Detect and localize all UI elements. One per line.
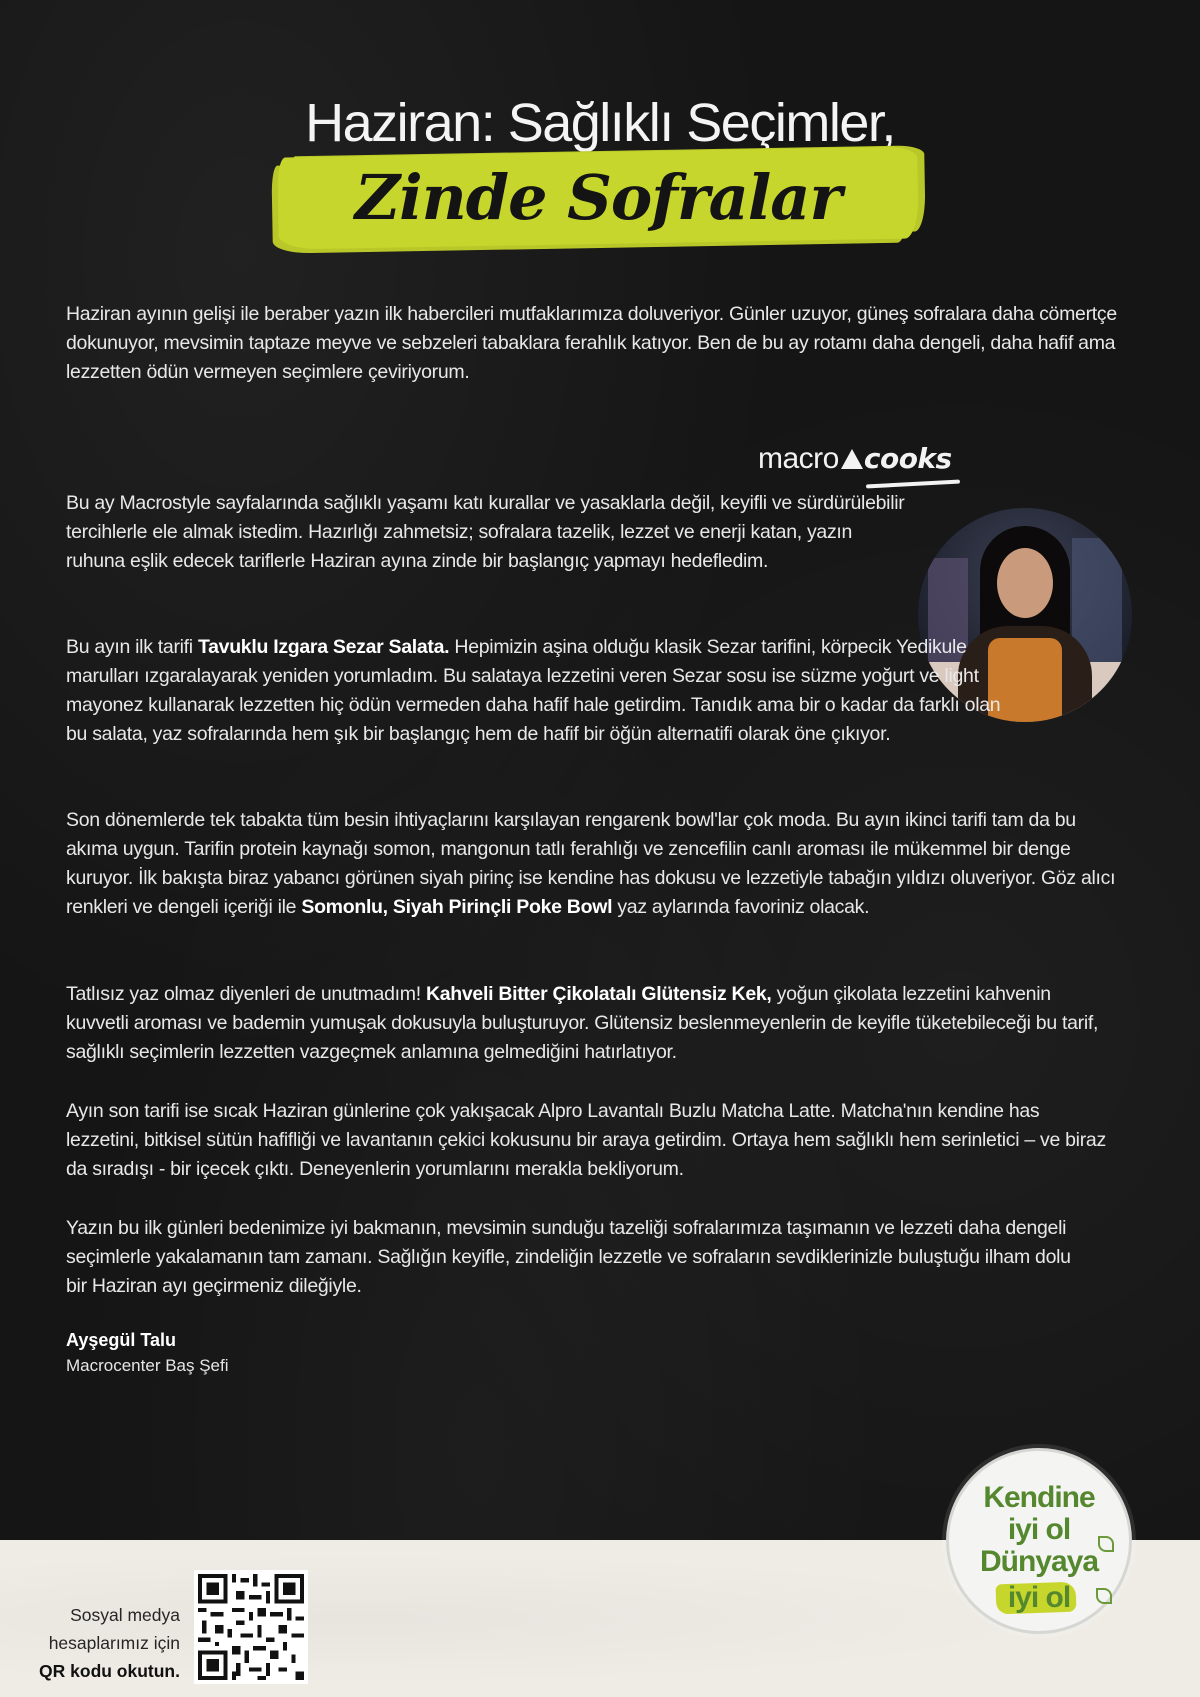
macrocooks-logo <box>758 442 952 476</box>
paragraph-2 <box>66 633 1026 749</box>
qr-code[interactable] <box>194 1570 308 1684</box>
paragraph-6: Yazın bu ilk günleri bedenimize iyi bakmanın, mevsimin sunduğu tazeliği sofralarımıza taşımanın ve lezzeti daha dengeli seçimlerle yakalamanın tam zamanı. Sağlığın keyifle, zindeliğin lezzetle ve sofraların sevdiklerinizle buluştuğu ilham dolu bir Haziran ayı geçirmeniz dileğiyle. <box>66 1217 1071 1297</box>
p2-text-post: Hepimizin aşina olduğu klasik Sezar tarifini, körpecik Yedikule marulları ızgaralayarak yeniden yorumladım. Bu salataya lezzetini veren Sezar sosu ise süzme yoğurt ve light mayonez kullanarak lezzetten hiç ödün vermeden daha hafif hale getirdim. Tanıdık ama bir o kadar da farklı olan bu salata, yaz sofralarında hem şık bir başlangıç hem de hafif bir öğün alternatifi olarak öne çıkıyor. <box>66 636 1001 745</box>
leaf-icon <box>1096 1588 1112 1604</box>
recipe-name-poke: Somonlu, Siyah Pirinçli Poke Bowl <box>301 896 613 918</box>
signature-name: Ayşegül Talu <box>66 1330 177 1350</box>
recipe-name-caesar: Tavuklu Izgara Sezar Salata. <box>197 636 450 658</box>
chef-hat-icon <box>841 449 863 469</box>
footer-line3: QR kodu okutun. <box>39 1661 180 1681</box>
footer-line1: Sosyal medya <box>70 1605 180 1625</box>
p3-text-pre: Son dönemlerde tek tabakta tüm besin ihtiyaçlarını karşılayan rengarenk bowl'lar çok moda. Bu ayın ikinci tarifi tam da bu akıma uygun. Tarifin protein kaynağı somon, mangonun tatlı ferahlığı ve zencefilin canlı aroması ile mükemmel bir denge kuruyor. İlk bakışta biraz yabancı görünen siyah pirinç ise kendine has dokusu ve lezzetiyle tabağın yıldızı oluveriyor. Göz alıcı renkleri ve dengeli içeriği ile <box>66 809 1116 918</box>
portrait-face <box>997 548 1053 618</box>
badge-line4: iyi ol <box>1007 1581 1071 1614</box>
p4-text-pre: Tatlısız yaz olmaz diyenleri de unutmadım! <box>66 983 426 1005</box>
badge-line3: Dünyaya <box>979 1545 1099 1578</box>
recipe-name-cake: Kahveli Bitter Çikolatalı Glütensiz Kek, <box>425 983 772 1005</box>
brand-macro: macro <box>758 442 839 475</box>
leaf-icon <box>1098 1536 1114 1552</box>
paragraph-3 <box>66 806 1126 922</box>
paragraph-5: Ayın son tarifi ise sıcak Haziran günlerine çok yakışacak Alpro Lavantalı Buzlu Matcha Latte. Matcha'nın kendine has lezzetini, bitkisel sütün hafifliği ve lavantanın çekici kokusunu bir araya getirdim. Ortaya hem sağlıklı hem serinletici – ve biraz da sıradışı - bir içecek çıktı. Deneyenlerin yorumlarını merakla bekliyorum. <box>66 1100 1106 1180</box>
badge-line1: Kendine <box>983 1481 1095 1514</box>
brand-underline <box>866 480 960 489</box>
brand-cooks: cooks <box>863 442 952 475</box>
paragraph-4 <box>66 980 1106 1067</box>
page-title-line2: Zinde Sofralar <box>354 161 842 234</box>
paragraph-1: Bu ay Macrostyle sayfalarında sağlıklı yaşamı katı kurallar ve yasaklarla değil, keyifli ve sürdürülebilir tercihlerle ele almak istedim. Hazırlığı zahmetsiz; sofralara tazelik, lezzet ve enerji katan, yazın ruhuna eşlik edecek tariflerle Haziran ayına zinde bir başlangıç yapmayı hedefledim. <box>66 492 905 572</box>
p3-text-post: yaz aylarında favoriniz olacak. <box>612 896 870 918</box>
footer-qr-instructions <box>20 1601 180 1685</box>
qr-code-icon <box>198 1574 304 1680</box>
page-title-line1: Haziran: Sağlıklı Seçimler, <box>305 93 895 153</box>
intro-paragraph: Haziran ayının gelişi ile beraber yazın ilk habercileri mutfaklarımıza doluveriyor. Günler uzuyor, güneş sofralara daha cömertçe dokunuyor, mevsimin taptaze meyve ve sebzeleri tabaklara ferahlık katıyor. Ben de bu ay rotamı daha dengeli, daha hafif ama lezzetten ödün vermeyen seçimlere çeviriyorum. <box>66 303 1117 383</box>
p2-text-pre: Bu ayın ilk tarifi <box>66 636 198 658</box>
p4-text-post: yoğun çikolata lezzetini kahvenin kuvvetli aroması ve bademin yumuşak dokusuyla buluşturuyor. Glütensiz beslenmeyenlerin de keyifle tüketebileceği bu tarif, sağlıklı seçimlerin lezzetten vazgeçmek anlamına gelmediğini hatırlatıyor. <box>66 983 1099 1063</box>
badge-line2: iyi ol <box>1007 1513 1071 1546</box>
signature-title: Macrocenter Baş Şefi <box>66 1356 229 1375</box>
footer-line2: hesaplarımız için <box>48 1633 180 1653</box>
